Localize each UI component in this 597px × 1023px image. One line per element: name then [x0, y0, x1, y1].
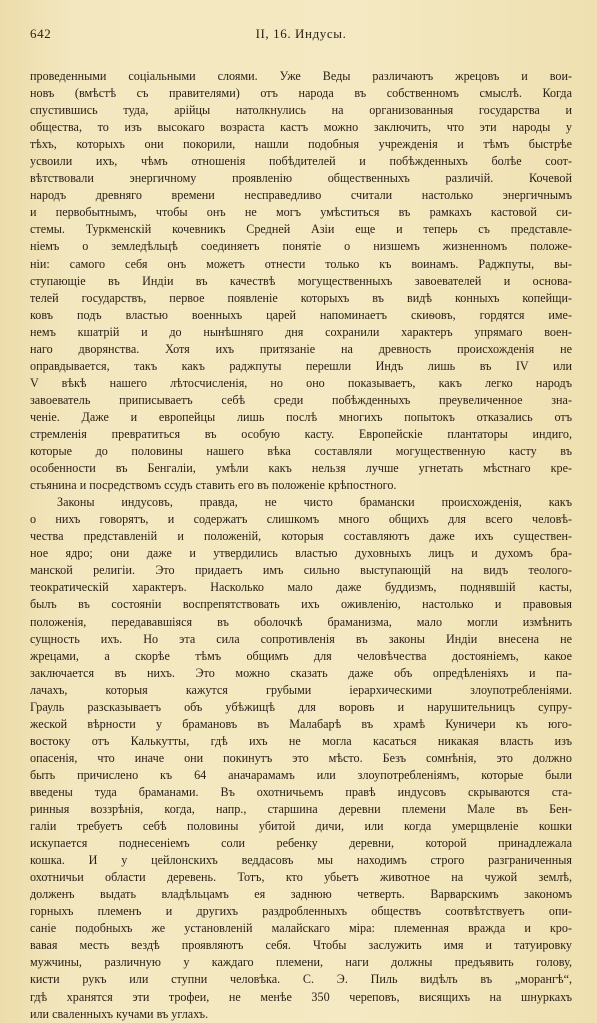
- book-page: [30, 22, 572, 1021]
- text-line: ступающіе въ Индіи въ качествѣ могущественныхъ завоевателей и основа-: [30, 273, 572, 288]
- text-line: гдѣ хранятся эти трофеи, не менѣе 350 череповъ, висящихъ на шнуркахъ: [30, 989, 572, 1004]
- text-line: тѣхъ, которыхъ они покорили, нашли подобныя учрежденія и тѣмъ быстрѣе: [30, 137, 572, 152]
- text-line: вавая месть вездѣ проявляютъ себя. Чтобы заслужить имя и татуировку: [30, 938, 572, 953]
- text-line: саніе подобныхъ же установленій малайскаго міра: племенная вражда и кро-: [30, 921, 572, 936]
- text-line: или сваленныхъ кучами въ углахъ.: [30, 1006, 209, 1021]
- page-header: [30, 22, 572, 48]
- text-line: спустившись туда, арійцы натолкнулись на организованныя государства и: [30, 103, 572, 118]
- text-line: немъ кшатрій и до нынѣшняго дня сохранили характеръ упрямаго воен-: [30, 324, 572, 339]
- body-text: [30, 68, 572, 1023]
- paragraph: [30, 494, 572, 1022]
- text-line: и первобытнымъ, чтобы онъ не могъ умѣститься въ рамкахъ кастовой си-: [30, 205, 572, 220]
- text-line: сущность ихъ. Но эта сила сопротивленія въ законы Индіи внесена не: [30, 631, 572, 646]
- text-line: V вѣкѣ нашего лѣтосчисленія, но оно показываетъ, какъ легко народъ: [30, 375, 572, 390]
- text-line: ковъ подъ властью военныхъ царей напоминаетъ скиѳовъ, гордятся име-: [30, 307, 572, 322]
- text-line: былъ въ состояніи воспрепятствовать ихъ оживленію, настолько и правовыя: [30, 597, 572, 612]
- text-line: усвоили ихъ, чѣмъ отношенія побѣдителей и побѣжденныхъ болѣе соот-: [30, 154, 572, 169]
- text-line: народъ древняго времени несправедливо считали настолько энергичнымъ: [30, 188, 572, 203]
- paragraph: [30, 68, 572, 494]
- text-line: горныхъ племенъ и другихъ раздробленныхъ обществъ соотвѣтствуетъ опи-: [30, 904, 572, 919]
- text-line: ніемъ о земледѣльцѣ соединяетъ понятіе о низшемъ жизненномъ положе-: [30, 239, 572, 254]
- text-line: охотничьи области деревень. Тотъ, кто убьетъ животное на чужой землѣ,: [30, 870, 572, 885]
- text-line: манской религіи. Это придаетъ имъ сильно выступающій на видъ теолого-: [30, 563, 572, 578]
- text-line: опасенія, что иначе они покинутъ это мѣсто. Безъ сомнѣнія, это должно: [30, 750, 572, 765]
- page-number: 642: [30, 26, 52, 41]
- text-line: лачахъ, которыя кажутся грубыми іерархическими злоупотребленіями.: [30, 682, 572, 697]
- running-title: II, 16. Индусы.: [255, 26, 347, 41]
- text-line: стьянина и посредствомъ ссудъ ставить его въ положеніе крѣпостного.: [30, 478, 397, 493]
- text-line: искупается поднесеніемъ соли ребенку деревни, которой принадлежала: [30, 836, 572, 851]
- text-line: новъ (вмѣстѣ съ правителями) отъ народа въ собственномъ смыслѣ. Когда: [30, 86, 572, 101]
- text-line: кисти рукъ или ступни человѣка. С. Э. Пиль видѣлъ въ „морангѣ“,: [30, 972, 572, 987]
- text-line: Грауль разсказываетъ объ убѣжищѣ для воровъ и нарушительницъ супру-: [30, 699, 572, 714]
- text-line: мужчины, различную у каждаго племени, наги должны предъявить голову,: [30, 955, 572, 970]
- text-line: ринныя воззрѣнія, когда, напр., старшина деревни племени Мале въ Бен-: [30, 802, 572, 817]
- text-line: теократическій характеръ. Насколько мало даже буддизмъ, поднявшій касты,: [30, 580, 572, 595]
- text-line: востоку отъ Калькутты, гдѣ ихъ не могла касаться никакая власть изъ: [30, 733, 572, 748]
- text-line: которые до половины нашего вѣка составляли могущественную касту въ: [30, 444, 572, 459]
- text-line: долженъ выдать владѣльцамъ ея заднюю четверть. Варварскимъ закономъ: [30, 887, 572, 902]
- text-line: о нихъ говорятъ, и содержатъ слишкомъ много общихъ для всего человѣ-: [30, 512, 572, 527]
- text-line: введены туда браманами. Въ охотничьемъ правѣ индусовъ скрываются ста-: [30, 784, 572, 799]
- text-line: Законы индусовъ, правда, не чисто брамански происхожденія, какъ: [57, 495, 572, 510]
- text-line: завоеватель приписываетъ себѣ среди побѣжденныхъ преувеличенное зна-: [30, 392, 572, 407]
- text-line: жеской вѣрности у брамановъ въ Малабарѣ въ храмѣ Куничери къ юго-: [30, 716, 572, 731]
- text-line: стремленія превратиться въ особую касту. Европейскіе плантаторы индиго,: [30, 426, 572, 441]
- text-line: ніи: самого себя онъ можетъ отнести только къ воинамъ. Раджпуты, вы-: [30, 256, 572, 271]
- text-line: наго дворянства. Хотя ихъ притязаніе на древность происхожденія не: [30, 341, 572, 356]
- text-line: кошка. И у цейлонскихъ веддасовъ мы находимъ строго разграниченныя: [30, 853, 572, 868]
- text-line: оправдывается, такъ какъ раджпуты перешли Индъ лишь въ IV или: [30, 358, 572, 373]
- text-line: жрецами, а скорѣе тѣмъ общимъ для человѣчества достояніемъ, какое: [30, 648, 572, 663]
- text-line: стемы. Туркменскій кочевникъ Средней Азіи еще и теперь съ представле-: [30, 222, 572, 237]
- text-line: общества, то изъ высокаго возраста кастъ можно заключить, что эти народы у: [30, 120, 572, 135]
- text-line: проведенными соціальными слоями. Уже Веды различаютъ жрецовъ и вои-: [30, 69, 572, 83]
- text-line: вѣтствовали энергичному проявленію общественныхъ различій. Кочевой: [30, 171, 572, 186]
- text-line: галіи требуетъ себѣ половины убитой дичи, или когда умерщвленіе кошки: [30, 819, 572, 834]
- text-line: ное ядро; они даже и утвердились властью духовныхъ лицъ и духомъ бра-: [30, 546, 572, 561]
- text-line: заключается въ нихъ. Это можно сказать даже объ опредѣленіяхъ и па-: [30, 665, 572, 680]
- text-line: телей государствъ, первое появленіе которыхъ въ видѣ конныхъ копейщи-: [30, 290, 572, 305]
- text-line: быть причислено къ 64 аначарамамъ или злоупотребленіямъ, которые были: [30, 767, 572, 782]
- text-line: положенія, передававшіяся въ оболочкѣ браманизма, мало могли измѣнить: [30, 614, 572, 629]
- text-line: чества представленій и положеній, которыя составляютъ даже ихъ существен-: [30, 529, 572, 544]
- text-line: особенности въ Бенгаліи, умѣли какъ нельзя лучше угнетать мѣстнаго кре-: [30, 461, 572, 476]
- text-line: ченіе. Даже и европейцы лишь послѣ многихъ попытокъ отказались отъ: [30, 409, 572, 424]
